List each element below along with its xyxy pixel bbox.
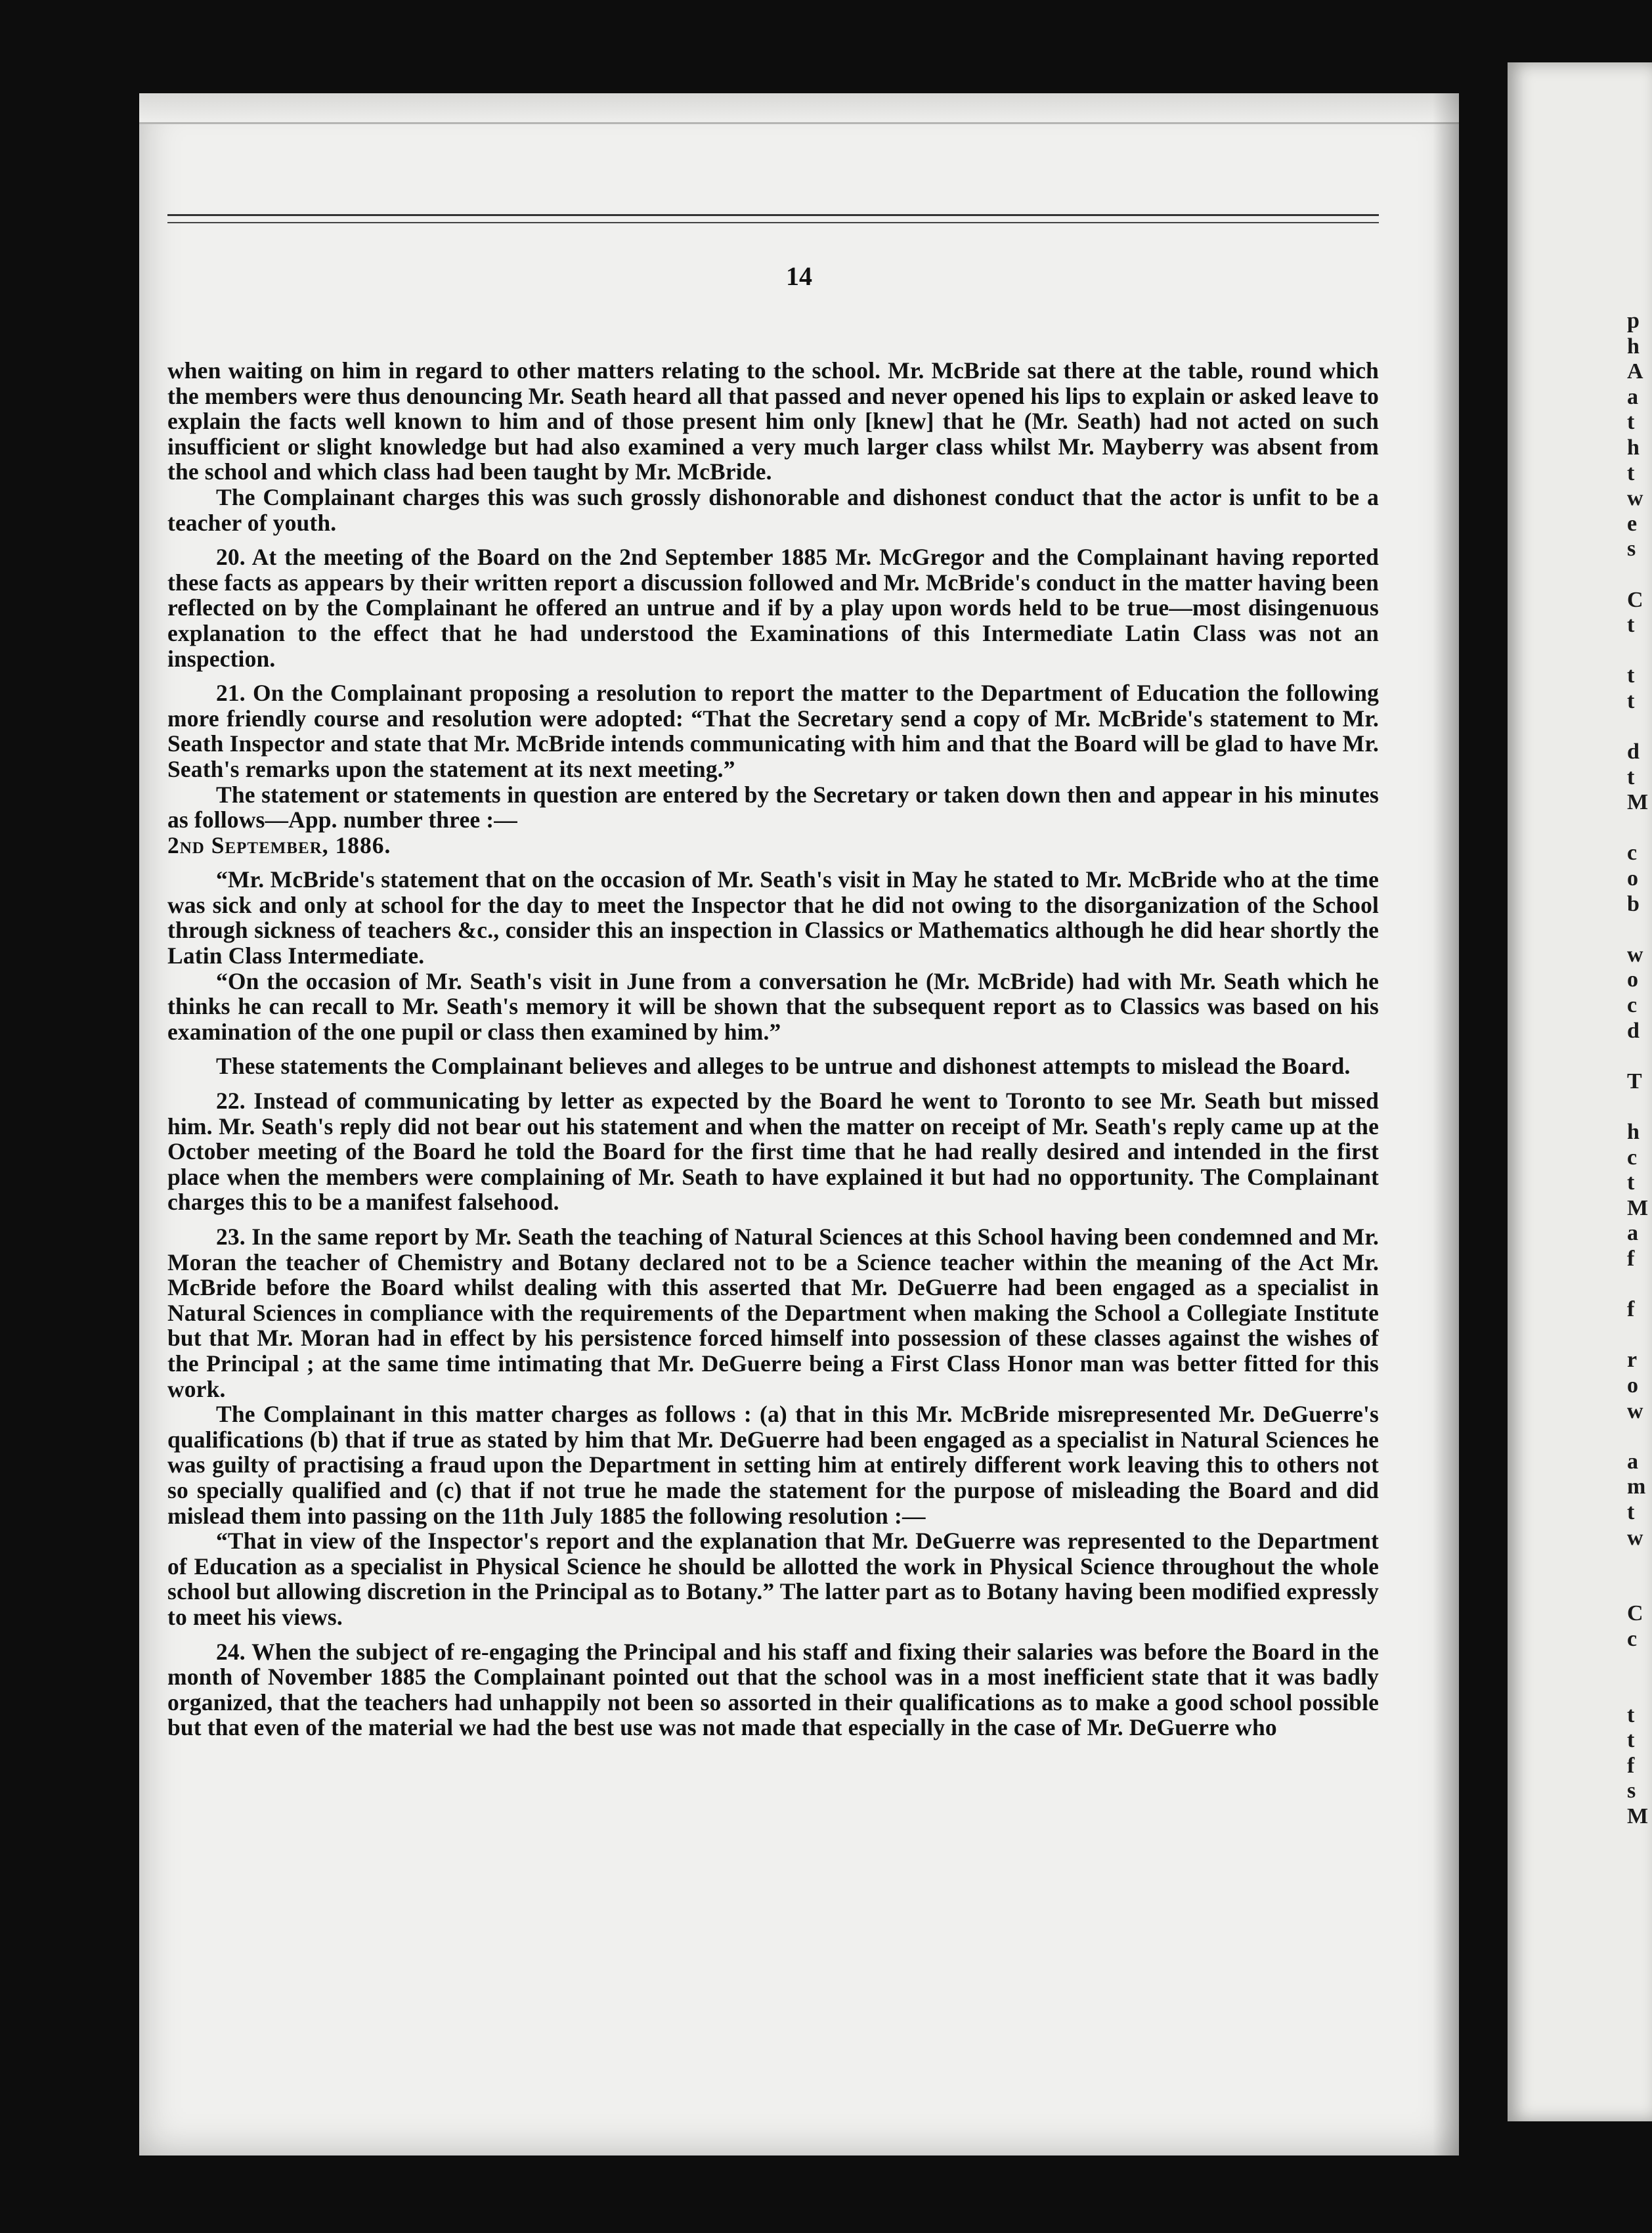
dateline: 2nd September, 1886.: [167, 831, 391, 858]
paragraph-22: 22. Instead of communicating by letter as expected by the Board he went to Toronto to see Mr. Seath but missed him. Mr. Seath's reply did not bear out his statement and when the matter on receipt of Mr. Seath's reply came up at the October meeting of the Board he told the Board for the first time that he had really desired and intended in the first place when the members were complaining of Mr. Seath to have explained it but had no opportunity. The Complainant charges this to be a manifest falsehood.: [167, 1088, 1379, 1216]
header-rule-secondary: [167, 222, 1379, 223]
page-top-edge: [139, 93, 1459, 124]
paragraph: These statements the Complainant believes and alleges to be untrue and dishonest attempts to mislead the Board.: [216, 1053, 1351, 1080]
quoted-statement: “Mr. McBride's statement that on the occasion of Mr. Seath's visit in May he stated to Mr. McBride who at the time was sick and only at school for the day to meet the Inspector that he did not owing to the disorganization of the School through sickness of teachers &c., consider this an inspection in Classics or Mathematics although he did hear shortly the Latin Class Intermediate.: [167, 866, 1379, 969]
paragraph: The Complainant in this matter charges as follows : (a) that in this Mr. McBride misrepresented Mr. DeGuerre's qualifications (b) that if true as stated by him that Mr. DeGuerre had been engaged as a specialist in Natural Sciences he was guilty of practising a fraud upon the Department in setting him at entirely different work leaving this to others not so specially qualified and (c) that if not true he made the statement for the purpose of misleading the Board and did mislead them into passing on the 11th July 1885 the following resolution :—: [167, 1401, 1379, 1529]
paragraph: The Complainant charges this was such grossly dishonorable and dishonest conduct that the actor is unfit to be a teacher of youth.: [167, 483, 1379, 536]
paragraph: The statement or statements in question are entered by the Secretary or taken down then and appear in his minutes as follows—App. number three :—: [167, 781, 1379, 833]
page-number: 14: [786, 261, 812, 291]
quoted-resolution: “That in view of the Inspector's report and the explanation that Mr. DeGuerre was represented to the Department of Education as a specialist in Physical Science he should be allotted the work in Physical Science throughout the whole school but allowing discretion in the Principal as to Botany.” The latter part as to Botany having been modified expressly to meet his views.: [167, 1528, 1379, 1630]
header-rule: [167, 214, 1379, 216]
adjacent-page-text-fragments: p h A a t h t w e s C t t t d t M c o b w o c d T h c t M a f f r o w a m t w C c t t f s M: [1627, 309, 1649, 1829]
paragraph-20: 20. At the meeting of the Board on the 2nd September 1885 Mr. McGregor and the Complainant having reported these facts as appears by their written report a discussion followed and Mr. McBride's conduct in the matter having been reflected on by the Complainant he offered an untrue and if by a play upon words held to be true—most disingenuous explanation to the effect that he had understood the Examinations of this Intermediate Latin Class was not an inspection.: [167, 544, 1379, 672]
page-edge-shadow: [1433, 93, 1459, 2156]
paragraph: when waiting on him in regard to other matters relating to the school. Mr. McBride sat there at the table, round which the members were thus denouncing Mr. Seath heard all that passed and never opened his lips to explain or asked leave to explain the facts well known to him and of those present him only [knew] that he (Mr. Seath) had not acted on such insufficient or slight knowledge but had also examined a very much larger class whilst Mr. Mayberry was absent from the school and which class had been taught by Mr. McBride.: [167, 357, 1379, 485]
binding-edge: [1490, 197, 1498, 1445]
quoted-statement: “On the occasion of Mr. Seath's visit in June from a conversation he (Mr. McBride) had with Mr. Seath which he thinks he can recall to Mr. Seath's memory it will be shown that the subsequent report as to Classics was based on his examination of the one pupil or class then examined by him.”: [167, 967, 1379, 1045]
paragraph-24: 24. When the subject of re-engaging the Principal and his staff and fixing their salaries was before the Board in the month of November 1885 the Complainant pointed out that the school was in a most inefficient state that it was badly organized, that the teachers had unhappily not been so assorted in their qualifications as to make a good school possible but that even of the material we had the best use was not made that especially in the case of Mr. DeGuerre who: [167, 1638, 1379, 1741]
paragraph-21: 21. On the Complainant proposing a resolution to report the matter to the Department of Education the following more friendly course and resolution were adopted: “That the Secretary send a copy of Mr. McBride's statement to Mr. Seath Inspector and state that Mr. McBride intends communicating with him and that the Board will be glad to have Mr. Seath's remarks upon the statement at its next meeting.”: [167, 680, 1379, 782]
document-body: [167, 358, 1379, 1740]
paragraph-23: 23. In the same report by Mr. Seath the teaching of Natural Sciences at this School having been condemned and Mr. Moran the teacher of Chemistry and Botany declared not to be a Science teacher within the meaning of the Act Mr. McBride before the Board whilst dealing with this asserted that Mr. DeGuerre had been engaged as a specialist in Natural Sciences in compliance with the requirements of the Department when making the School a Collegiate Institute but that Mr. Moran had in effect by his persistence forced himself into possession of these classes against the wishes of the Principal ; at the same time intimating that Mr. DeGuerre being a First Class Honor man was better fitted for this work.: [167, 1224, 1379, 1402]
